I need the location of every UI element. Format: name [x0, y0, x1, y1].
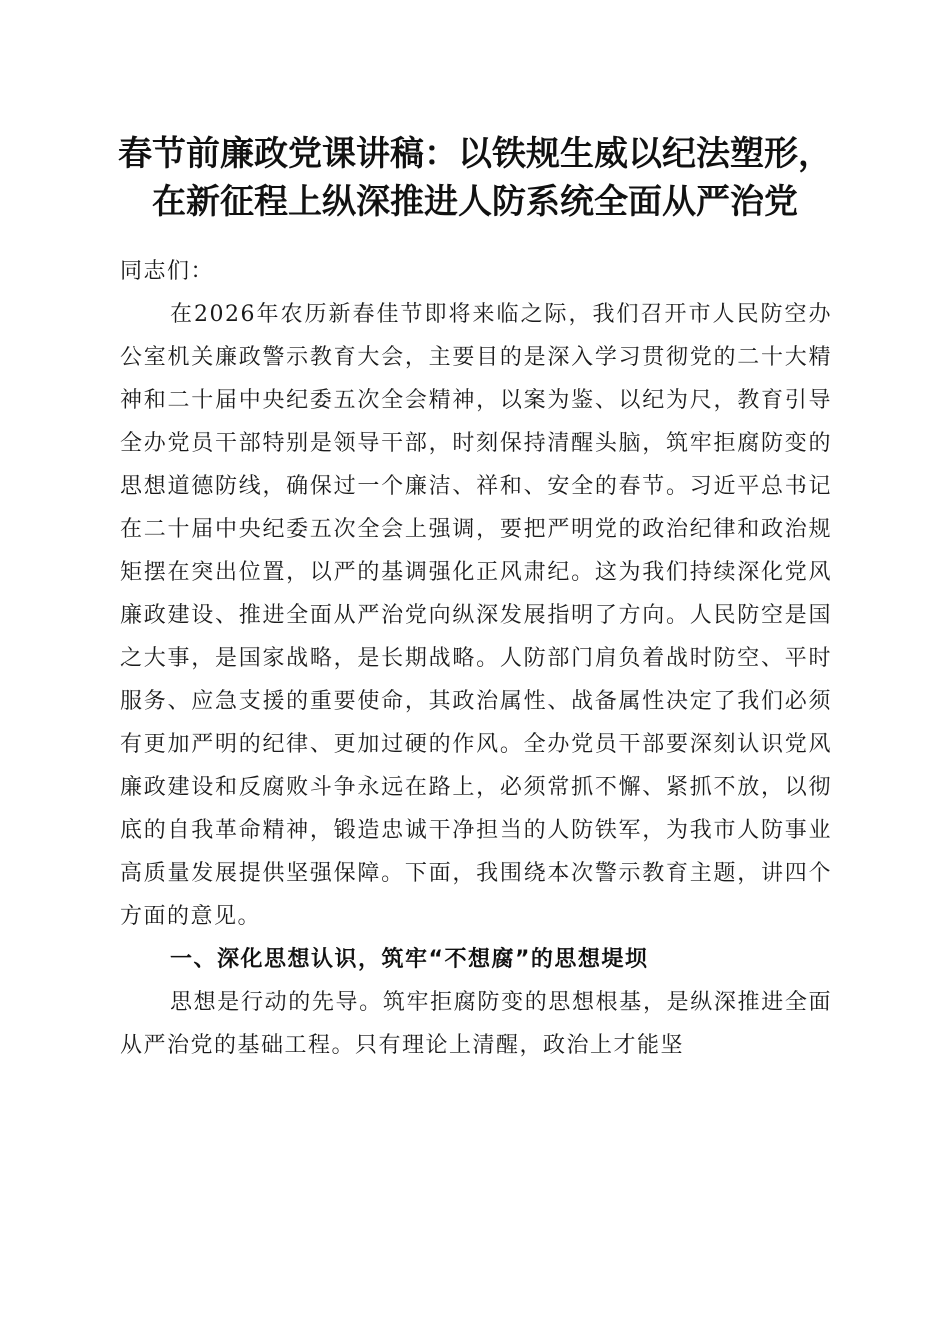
document-title [60, 130, 890, 226]
paragraph-section-1: 思想是行动的先导。筑牢拒腐防变的思想根基，是纵深推进全面从严治党的基础工程。只有理论上清醒，政治上才能坚 [120, 990, 832, 1058]
title-line-2: 在新征程上纵深推进人防系统全面从严治党 [152, 182, 798, 222]
title-line-1: 春节前廉政党课讲稿：以铁规生威以纪法塑形， [118, 134, 832, 174]
section-heading-1: 一、深化思想认识，筑牢“不想腐”的思想堤坝 [170, 947, 649, 972]
salutation: 同志们： [120, 259, 215, 284]
paragraph-intro: 在2026年农历新春佳节即将来临之际，我们召开市人民防空办公室机关廉政警示教育大会，主要目的是深入学习贯彻党的二十大精神和二十届中央纪委五次全会精神，以案为鉴、以纪为尺，教育引导全办党员干部特别是领导干部，时刻保持清醒头脑，筑牢拒腐防变的思想道德防线，确保过一个廉洁、祥和、安全的春节。习近平总书记在二十届中央纪委五次全会上强调，要把严明党的政治纪律和政治规矩摆在突出位置，以严的基调强化正风肃纪。这为我们持续深化党风廉政建设、推进全面从严治党向纵深发展指明了方向。人民防空是国之大事，是国家战略，是长期战略。人防部门肩负着战时防空、平时服务、应急支援的重要使命，其政治属性、战备属性决定了我们必须有更加严明的纪律、更加过硬的作风。全办党员干部要深刻认识党风廉政建设和反腐败斗争永远在路上，必须常抓不懈、紧抓不放，以彻底的自我革命精神，锻造忠诚干净担当的人防铁军，为我市人防事业高质量发展提供坚强保障。下面，我围绕本次警示教育主题，讲四个方面的意见。 [120, 302, 832, 929]
document-body [120, 250, 832, 1067]
